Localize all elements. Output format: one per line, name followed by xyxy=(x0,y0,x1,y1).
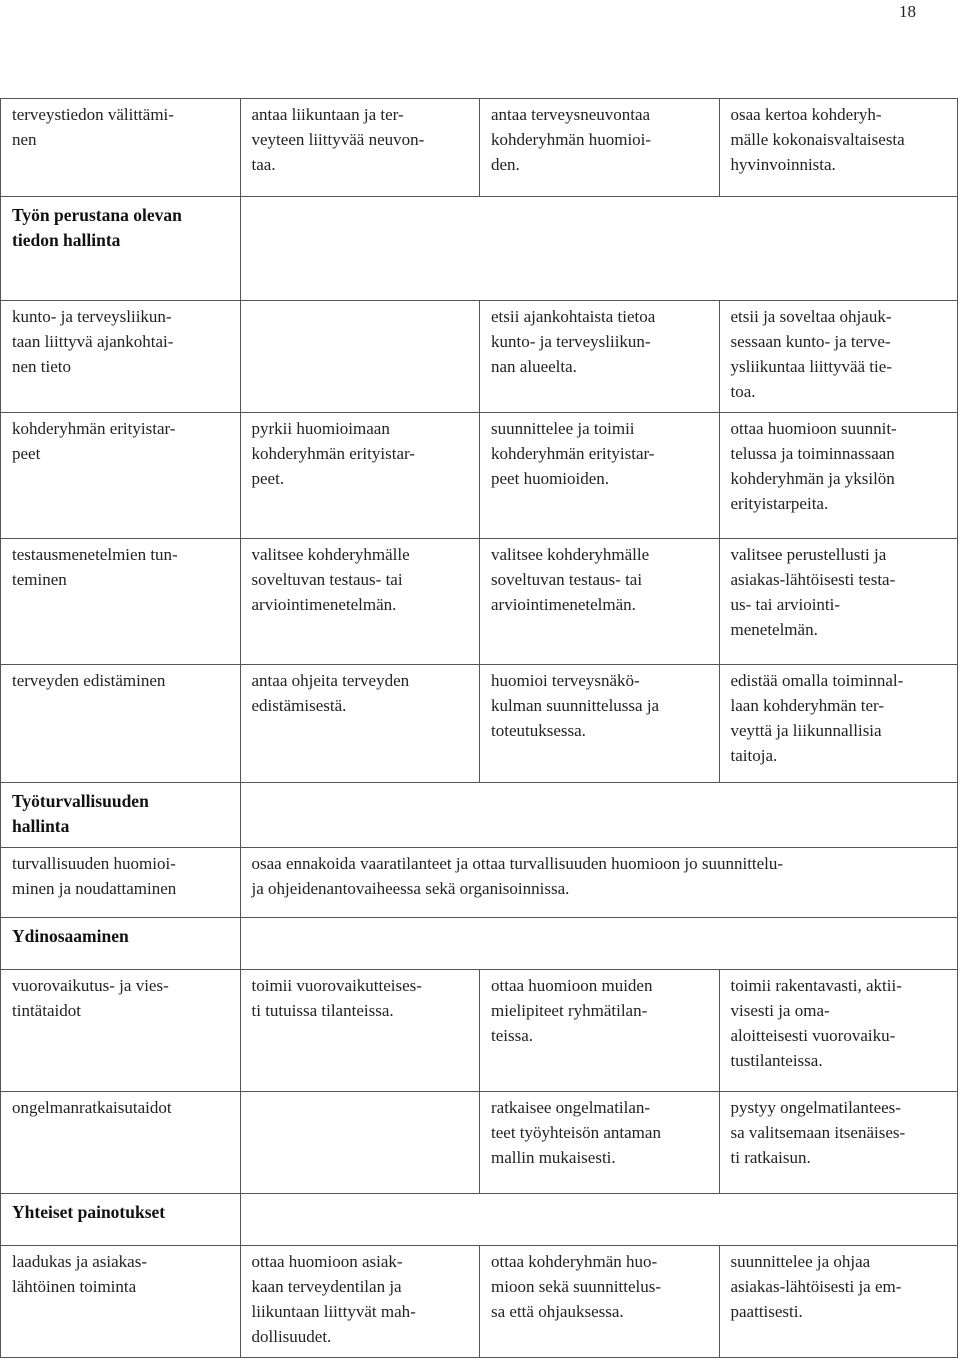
criterion-cell xyxy=(1,301,241,413)
level-description: pystyy ongelmatilantees- sa valitsemaan itsenäises- ti ratkaisun. xyxy=(730,1098,906,1167)
table-row xyxy=(1,970,958,1092)
level-2-cell xyxy=(480,1246,720,1358)
section-empty-cell xyxy=(240,783,958,848)
section-empty-cell xyxy=(240,918,958,970)
table-row xyxy=(1,848,958,918)
criterion-label: kunto- ja terveysliikun- taan liittyvä ajankohtai- nen tieto xyxy=(12,307,174,376)
level-description: ottaa huomioon muiden mielipiteet ryhmätilan- teissa. xyxy=(491,976,653,1045)
level-2-cell xyxy=(480,413,720,539)
level-2-cell xyxy=(480,665,720,783)
level-description: ottaa huomioon suunnit- telussa ja toiminnassaan kohderyhmän ja yksilön erityistarpeita. xyxy=(730,419,897,513)
section-empty-cell xyxy=(240,197,958,301)
level-2-cell xyxy=(480,970,720,1092)
level-2-cell xyxy=(480,301,720,413)
level-description: toimii rakentavasti, aktii- visesti ja oma- aloitteisesti vuorovaiku- tustilanteissa. xyxy=(730,976,902,1070)
criterion-label: vuorovaikutus- ja vies- tintätaidot xyxy=(12,976,169,1020)
merged-level-cell xyxy=(240,848,958,918)
level-3-cell xyxy=(719,99,958,197)
level-2-cell xyxy=(480,539,720,665)
level-3-cell xyxy=(719,413,958,539)
section-header-row xyxy=(1,197,958,301)
level-3-cell xyxy=(719,665,958,783)
level-description: suunnittelee ja ohjaa asiakas-lähtöisesti ja em- paattisesti. xyxy=(730,1252,902,1321)
criterion-label: kohderyhmän erityistar- peet xyxy=(12,419,176,463)
section-title-cell xyxy=(1,783,241,848)
level-1-cell xyxy=(240,1092,480,1194)
level-1-cell xyxy=(240,665,480,783)
criterion-label: laadukas ja asiakas- lähtöinen toiminta xyxy=(12,1252,147,1296)
criterion-cell xyxy=(1,539,241,665)
page-number: 18 xyxy=(899,2,916,21)
criterion-label: testausmenetelmien tun- teminen xyxy=(12,545,178,589)
table-row xyxy=(1,1246,958,1358)
criterion-label: terveystiedon välittämi- nen xyxy=(12,105,174,149)
level-description: antaa ohjeita terveyden edistämisestä. xyxy=(251,671,410,715)
level-description: ratkaisee ongelmatilan- teet työyhteisön antaman mallin mukaisesti. xyxy=(491,1098,661,1167)
level-3-cell xyxy=(719,301,958,413)
criterion-cell xyxy=(1,1246,241,1358)
table-row xyxy=(1,413,958,539)
level-3-cell xyxy=(719,1246,958,1358)
merged-level-text: osaa ennakoida vaaratilanteet ja ottaa turvallisuuden huomioon jo suunnittelu- ja ohjeidenantovaiheessa sekä organisoinnissa. xyxy=(251,854,784,898)
level-description: edistää omalla toiminnal- laan kohderyhmän ter- veyttä ja liikunnallisia taitoja. xyxy=(730,671,904,765)
level-description: pyrkii huomioimaan kohderyhmän erityistar- peet. xyxy=(251,419,415,488)
level-1-cell xyxy=(240,99,480,197)
section-title: Työturvallisuuden hallinta xyxy=(12,791,149,836)
criterion-cell xyxy=(1,665,241,783)
section-title-cell xyxy=(1,918,241,970)
level-description: etsii ajankohtaista tietoa kunto- ja terveysliikun- nan alueelta. xyxy=(491,307,656,376)
table-row xyxy=(1,99,958,197)
level-1-cell xyxy=(240,413,480,539)
level-description: valitsee perustellusti ja asiakas-lähtöisesti testa- us- tai arviointi- menetelmän. xyxy=(730,545,896,639)
level-3-cell xyxy=(719,1092,958,1194)
level-description: suunnittelee ja toimii kohderyhmän erityistar- peet huomioiden. xyxy=(491,419,655,488)
competency-table xyxy=(0,98,958,1358)
table-body xyxy=(1,99,958,1358)
section-header-row xyxy=(1,918,958,970)
level-3-cell xyxy=(719,970,958,1092)
section-header-row xyxy=(1,783,958,848)
level-3-cell xyxy=(719,539,958,665)
level-1-cell xyxy=(240,539,480,665)
section-title-cell xyxy=(1,197,241,301)
level-1-cell xyxy=(240,301,480,413)
section-title: Yhteiset painotukset xyxy=(12,1202,166,1222)
level-1-cell xyxy=(240,970,480,1092)
section-title: Ydinosaaminen xyxy=(12,926,129,946)
criterion-cell xyxy=(1,848,241,918)
level-description: valitsee kohderyhmälle soveltuvan testaus- tai arviointimenetelmän. xyxy=(251,545,410,614)
level-1-cell xyxy=(240,1246,480,1358)
criterion-label: terveyden edistäminen xyxy=(12,671,166,690)
level-description: ottaa kohderyhmän huo- mioon sekä suunnittelus- sa että ohjauksessa. xyxy=(491,1252,661,1321)
table-row xyxy=(1,665,958,783)
criterion-cell xyxy=(1,970,241,1092)
level-description: antaa liikuntaan ja ter- veyteen liittyvää neuvon- taa. xyxy=(251,105,425,174)
level-description: valitsee kohderyhmälle soveltuvan testaus- tai arviointimenetelmän. xyxy=(491,545,650,614)
section-title-cell xyxy=(1,1194,241,1246)
criterion-label: ongelmanratkaisutaidot xyxy=(12,1098,172,1117)
criterion-cell xyxy=(1,413,241,539)
level-description: antaa terveysneuvontaa kohderyhmän huomioi- den. xyxy=(491,105,652,174)
level-2-cell xyxy=(480,99,720,197)
section-title: Työn perustana olevan tiedon hallinta xyxy=(12,205,182,250)
criterion-label: turvallisuuden huomioi- minen ja noudattaminen xyxy=(12,854,177,898)
level-2-cell xyxy=(480,1092,720,1194)
level-description: ottaa huomioon asiak- kaan terveydentilan ja liikuntaan liittyvät mah- dollisuudet. xyxy=(251,1252,416,1346)
criterion-cell xyxy=(1,1092,241,1194)
level-description: osaa kertoa kohderyh- mälle kokonaisvaltaisesta hyvinvoinnista. xyxy=(730,105,905,174)
section-empty-cell xyxy=(240,1194,958,1246)
section-header-row xyxy=(1,1194,958,1246)
criterion-cell xyxy=(1,99,241,197)
level-description: toimii vuorovaikutteises- ti tutuissa tilanteissa. xyxy=(251,976,422,1020)
table-row xyxy=(1,539,958,665)
table-row xyxy=(1,301,958,413)
table-row xyxy=(1,1092,958,1194)
level-description: huomioi terveysnäkö- kulman suunnittelussa ja toteutuksessa. xyxy=(491,671,660,740)
level-description: etsii ja soveltaa ohjauk- sessaan kunto- ja terve- ysliikuntaa liittyvää tie- toa. xyxy=(730,307,892,401)
